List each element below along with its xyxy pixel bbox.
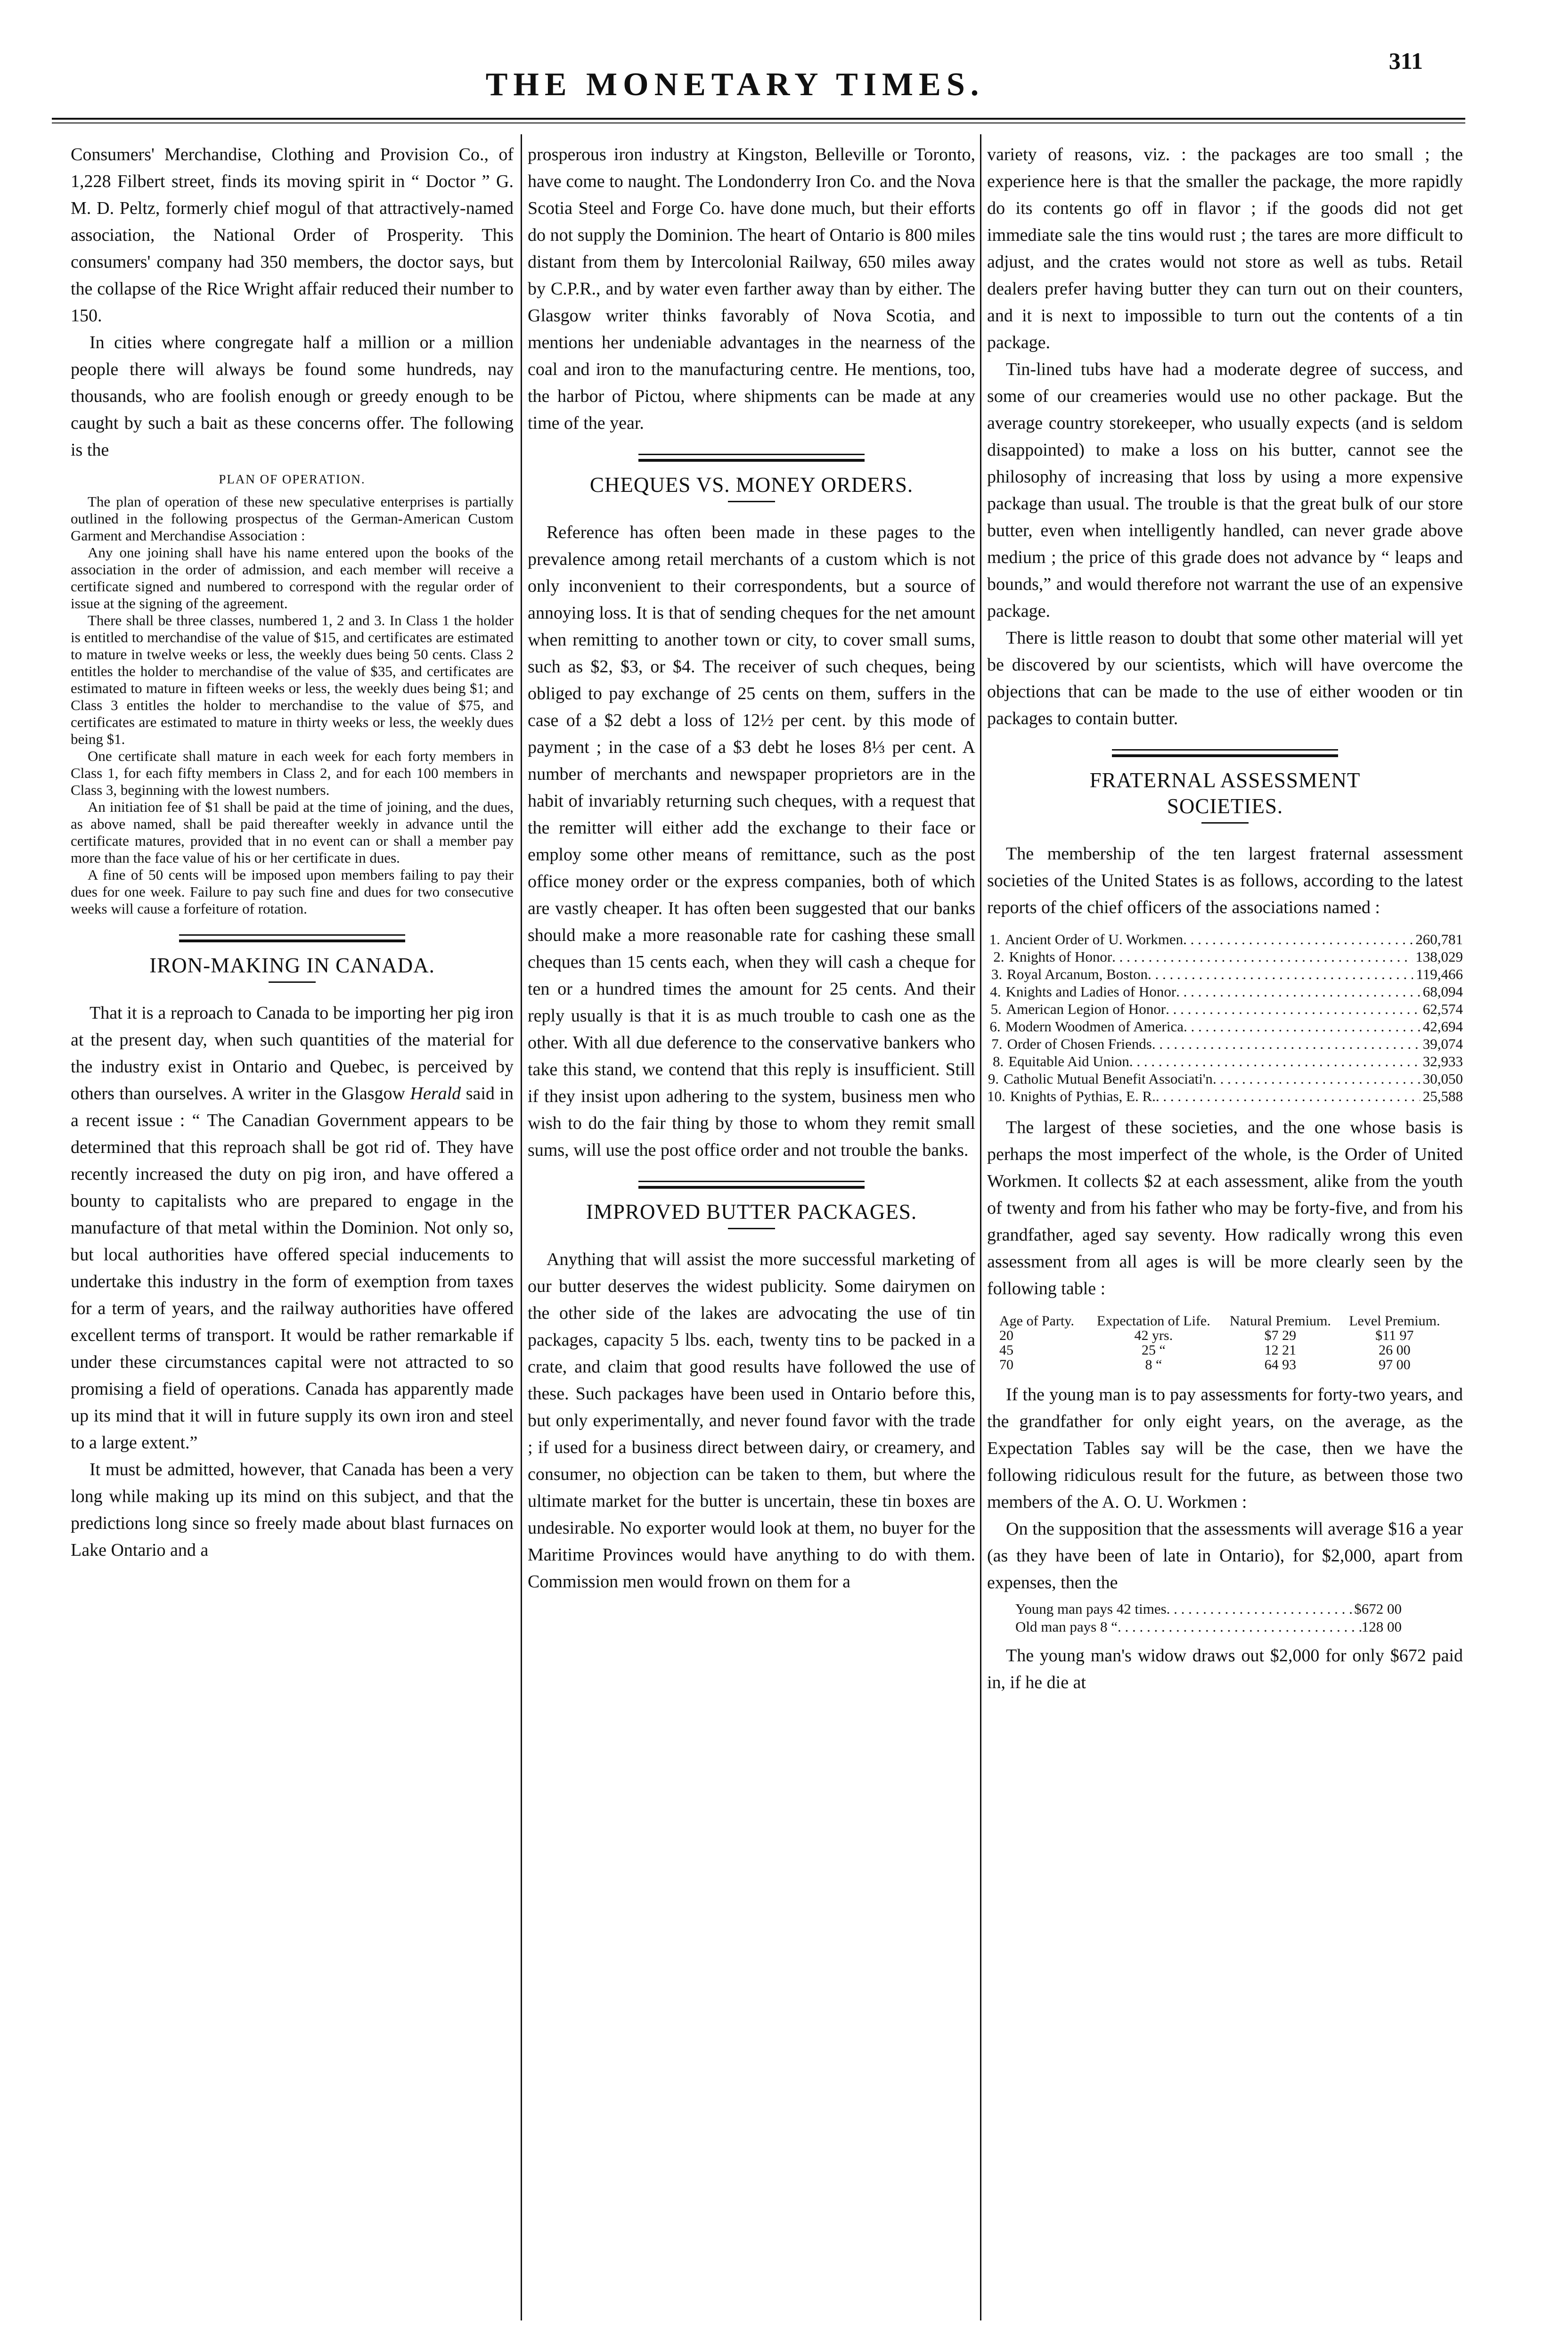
prospectus-paragraph: A fine of 50 cents will be imposed upon members failing to pay their dues for one week. Failure to pay such fine and dues for two consecutive weeks will cause a forfeiture of rotation.	[71, 866, 514, 917]
section-divider	[638, 454, 865, 462]
list-item: 10. Knights of Pythias, E. R. . . . 25,588	[987, 1087, 1463, 1105]
table-header-row	[996, 1314, 1449, 1328]
newspaper-page	[52, 33, 1465, 2323]
prospectus-paragraph: The plan of operation of these new speculative enterprises is partially outlined in the following prospectus of the German-American Custom Garment and Merchandise Association :	[71, 493, 514, 544]
article-title-iron-making: IRON-MAKING IN CANADA.	[149, 954, 435, 977]
list-item: 4. Knights and Ladies of Honor . . . 68,094	[987, 983, 1463, 1000]
column-middle	[528, 141, 975, 2304]
prospectus-paragraph: One certificate shall mature in each week for each forty members in Class 1, for each fifty members in Class 2, and for each 100 members in Class 3, beginning with the lowest numbers.	[71, 748, 514, 798]
paragraph: The young man's widow draws out $2,000 for only $672 paid in, if he die at	[987, 1646, 1463, 1692]
paragraph: In cities where congregate half a million or a million people there will always be found some hundreds, nay thousands, who are foolish enough or greedy enough to be caught by such a bait as these concerns offer. The following is the	[71, 333, 514, 460]
column-right	[987, 141, 1463, 2304]
column-divider	[980, 134, 981, 2320]
table-row: 20 42 yrs. $7 29 $11 97	[999, 1328, 1414, 1343]
prospectus-paragraph: An initiation fee of $1 shall be paid at the time of joining, and the dues, as above named, shall be paid thereafter weekly in advance until the certificate matures, provided that in no event can or shall a member pay more than the face value of his or her certificate in dues.	[71, 799, 514, 866]
paragraph: Tin-lined tubs have had a moderate degree of success, and some of our creameries would use no other package. But the average country storekeeper, who usually expects (and is seldom disappointed) to make a loss on his butter, cannot see the philosophy of increasing that loss by using a more expensive package than usual. The trouble is that the great bulk of our store butter, even when intelligently handled, can never grade above medium ; the price of this grade does not advance by “ leaps and bounds,” and would therefore not warrant the use of an expensive package.	[987, 359, 1463, 621]
paragraph: Anything that will assist the more successful marketing of our butter deserves the widest publicity. Some dairymen on the other side of the lakes are advocating the use of tin packages, capacity 5 lbs. each, twenty tins to be packed in a crate, and claim that good results have followed the use of these. Such packages have been used in Ontario before this, but only experimentally, and never found favor with the trade ; if used for a business direct between dairy, or creamery, and consumer, no objection can be taken to them, but where the ultimate market for the butter is uncertain, these tin boxes are undesirable. No exporter would look at them, no buyer for the Maritime Provinces would have anything to do with them. Commission men would frown on them for a	[528, 1250, 975, 1592]
payment-comparison	[1015, 1600, 1463, 1636]
column-header: Expectation of Life.	[1097, 1313, 1210, 1329]
premium-table	[996, 1314, 1449, 1372]
list-item: 5. American Legion of Honor . . . 62,574	[987, 1000, 1463, 1018]
paragraph: prosperous iron industry at Kingston, Belleville or Toronto, have come to naught. The Londonderry Iron Co. and the Nova Scotia Steel and Forge Co. have done much, but their efforts do not supply the Dominion. The heart of Ontario is 800 miles distant from them by Intercolonial Railway, 650 miles away by C.P.R., and by water even farther away than by either. The Glasgow writer thinks favorably of Nova Scotia, and mentions her undeniable advantages in the nearness of the coal and iron to the manufacturing centre. He mentions, too, the harbor of Pictou, where shipments can be made at any time of the year.	[528, 145, 975, 433]
paragraph: The largest of these societies, and the one whose basis is perhaps the most imperfect of the whole, is the Order of United Workmen. It collects $2 at each assessment, alike from the youth of twenty and from his father who may be forty-five, and from his grandfather, aged say seventy. How radically wrong this even assessment from all ages is will be more clearly seen by the following table :	[987, 1118, 1463, 1299]
article-title-butter-packages: IMPROVED BUTTER PACKAGES.	[586, 1200, 917, 1224]
paragraph: There is little reason to doubt that some other material will yet be discovered by our scientists, which will have overcome the objections that can be made to the use of either wooden or tin packages to contain butter.	[987, 628, 1463, 728]
list-item: 8. Equitable Aid Union . . . 32,933	[987, 1053, 1463, 1070]
list-item: Young man pays 42 times . . . $672 00	[1015, 1600, 1402, 1618]
paragraph: The membership of the ten largest fraternal assessment societies of the United States is as follows, according to the latest reports of the chief officers of the associations named :	[987, 844, 1463, 917]
paragraph: Consumers' Merchandise, Clothing and Provision Co., of 1,228 Filbert street, finds its moving spirit in “ Doctor ” G. M. D. Peltz, formerly chief mogul of that attractively-named association, the National Order of Prosperity. This consumers' company had 350 members, the doctor says, but the collapse of the Rice Wright affair reduced their number to 150.	[71, 145, 514, 326]
masthead-rule	[52, 118, 1465, 120]
article-title-cheques: CHEQUES VS. MONEY ORDERS.	[589, 473, 914, 497]
section-divider	[1112, 749, 1338, 757]
column-divider	[521, 134, 522, 2320]
prospectus-paragraph: Any one joining shall have his name entered upon the books of the association in the order of admission, and each member will receive a certificate signed and numbered to correspond with the regular order of issue at the signing of the agreement.	[71, 544, 514, 612]
publication-title: THE MONETARY TIMES.	[485, 66, 985, 103]
list-item: 3. Royal Arcanum, Boston . . . 119,466	[987, 965, 1463, 983]
subheading-plan-of-operation: PLAN OF OPERATION.	[219, 472, 366, 486]
list-item: 1. Ancient Order of U. Workmen . . . 260,781	[987, 931, 1463, 948]
article-title-fraternal: FRATERNAL ASSESSMENT SOCIETIES.	[1089, 768, 1361, 818]
newspaper-name-herald: Herald	[410, 1084, 461, 1103]
column-left	[71, 141, 514, 2304]
paragraph: variety of reasons, viz. : the packages are too small ; the experience here is that the smaller the package, the more rapidly do its contents go off in flavor ; if the goods did not get immediate sale the tins would rust ; the tares are more difficult to adjust, and the crates would not store as well as tubs. Retail dealers prefer having butter they can turn out on their counters, and it is next to impossible to turn out the contents of a tin package.	[987, 145, 1463, 352]
section-divider	[638, 1181, 865, 1189]
masthead	[52, 33, 1465, 141]
column-header: Level Premium.	[1349, 1313, 1440, 1329]
title-underline	[1201, 822, 1249, 824]
table-row: 45 25 “ 12 21 26 00	[999, 1342, 1411, 1358]
paragraph: It must be admitted, however, that Canada has been a very long while making up its mind on this subject, and that the predictions long since so freely made about blast furnaces on Lake Ontario and a	[71, 1460, 514, 1560]
list-item: 7. Order of Chosen Friends . . . 39,074	[987, 1035, 1463, 1053]
title-underline	[728, 501, 775, 502]
societies-list	[987, 931, 1463, 1105]
paragraph: On the supposition that the assessments will average $16 a year (as they have been of late in Ontario), for $2,000, apart from expenses, then the	[987, 1519, 1463, 1593]
list-item: 6. Modern Woodmen of America . . . 42,694	[987, 1018, 1463, 1035]
paragraph: That it is a reproach to Canada to be importing her pig iron at the present day, when such quantities of the material for the industry exist in Ontario and Quebec, is perceived by others than ourselves. A writer in the Glasgow Herald said in a recent issue : “ The Canadian Government appears to be determined that this reproach shall be got rid of. They have recently increased the duty on pig iron, and have offered a bounty to capitalists who are prepared to engage in the manufacture of that metal within the Dominion. Not only so, but local authorities have offered special inducements to undertake this industry in the form of exemption from taxes for a term of years, and the railway authorities have offered excellent terms of transport. It would be rather remarkable if under these circumstances capital were not attracted to so promising a field of operations. Canada has apparently made up its mind that it will in future supply its own iron and steel to a large extent.”	[71, 1003, 514, 1453]
title-underline	[269, 981, 316, 983]
list-item: Old man pays 8 “ . . . 128 00	[1015, 1618, 1402, 1636]
list-item: 9. Catholic Mutual Benefit Associati'n . . . 30,050	[987, 1070, 1463, 1087]
title-underline	[728, 1228, 775, 1229]
column-header: Age of Party.	[999, 1313, 1074, 1329]
column-header: Natural Premium.	[1229, 1313, 1331, 1329]
prospectus-paragraph: There shall be three classes, numbered 1, 2 and 3. In Class 1 the holder is entitled to merchandise of the value of $15, and certificates are estimated to mature in twelve weeks or less, the weekly dues being 50 cents. Class 2 entitles the holder to merchandise of the value of $35, and certificates are estimated to mature in fifteen weeks or less, the weekly dues being $1; and Class 3 entitles the holder to merchandise to the value of $75, and certificates are estimated to mature in thirty weeks or less, the weekly dues being $1.	[71, 612, 514, 747]
list-item: 2. Knights of Honor . . . 138,029	[987, 948, 1463, 965]
section-divider	[179, 934, 405, 942]
paragraph: If the young man is to pay assessments for forty-two years, and the grandfather for only eight years, on the average, as the Expectation Tables say will be the case, then we have the following ridiculous result for the future, as between those two members of the A. O. U. Workmen :	[987, 1385, 1463, 1512]
paragraph: Reference has often been made in these pages to the prevalence among retail merchants of a custom which is not only inconvenient to their correspondents, but a source of annoying loss. It is that of sending cheques for the net amount when remitting to another town or city, to cover small sums, such as $2, $3, or $4. The receiver of such cheques, being obliged to pay exchange of 25 cents on them, suffers in the case of a $2 debt a loss of 12½ per cent. by this mode of payment ; in the case of a $3 debt he loses 8⅓ per cent. A number of merchants and newspaper proprietors are in the habit of invariably returning such cheques, with a request that the remitter will either add the exchange to their face or employ some other means of remittance, such as the post office money order or the express companies, both of which are vastly cheaper. It has often been suggested that our banks should make a more reasonable rate for cashing these small cheques than 15 cents each, when they will cash a cheque for ten or a hundred times the amount for 25 cents. And their reply usually is that it is as much trouble to cash one as the other. With all due deference to the conservative bankers who take this stand, we contend that this reply is insufficient. Still if they insist upon adhering to the system, business men who wish to do the fair thing by those to whom they remit small sums, will use the post office order and not trouble the banks.	[528, 523, 975, 1160]
table-row: 70 8 “ 64 93 97 00	[999, 1357, 1411, 1372]
page-number: 311	[1388, 48, 1423, 74]
